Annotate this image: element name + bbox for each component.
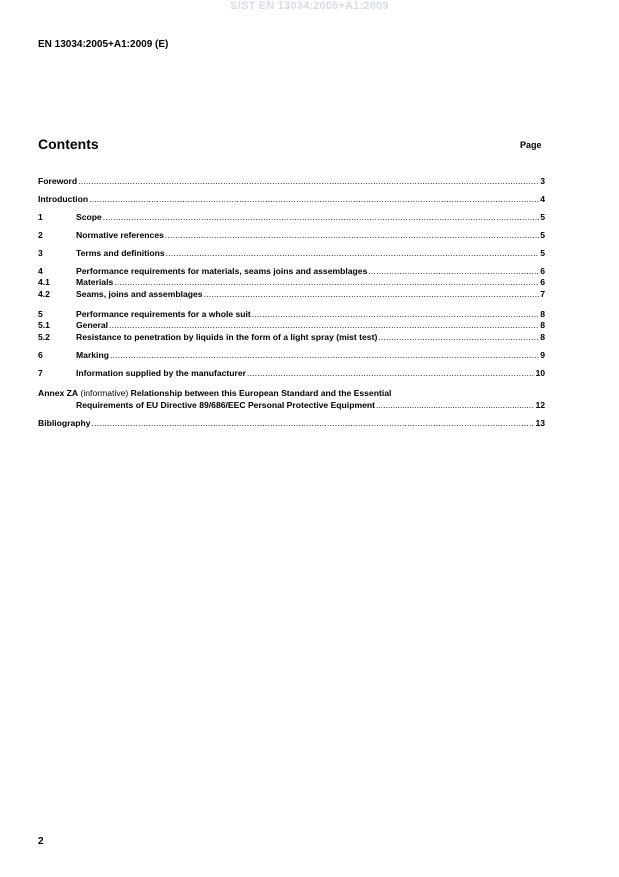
- toc-leader: [114, 277, 539, 287]
- toc-number: 3: [38, 248, 43, 258]
- toc-leader: [165, 230, 539, 240]
- toc-page: 12: [535, 400, 545, 410]
- toc-page: 4: [540, 194, 545, 204]
- annex-label: Annex ZA: [38, 388, 79, 398]
- toc-page: 6: [540, 266, 545, 276]
- toc-page: 5: [540, 230, 545, 240]
- toc-page: 5: [540, 248, 545, 258]
- toc-entry-annex-za-continued[interactable]: [76, 400, 545, 410]
- toc-title: Materials: [76, 277, 114, 287]
- toc-number: 4.1: [38, 277, 50, 287]
- toc-title: Scope: [76, 212, 102, 222]
- toc-title: Seams, joins and assemblages: [76, 289, 203, 299]
- page-column-label: Page: [520, 140, 542, 150]
- toc-title: General: [76, 320, 109, 330]
- toc-page: 7: [540, 289, 545, 299]
- toc-leader: [109, 320, 539, 330]
- toc-number: 2: [38, 230, 43, 240]
- contents-title: Contents: [38, 136, 99, 152]
- toc-number: 5.1: [38, 320, 50, 330]
- toc-title: Information supplied by the manufacturer: [76, 368, 246, 378]
- toc-leader: [103, 212, 539, 222]
- toc-page: 6: [540, 277, 545, 287]
- toc-entry-general[interactable]: [38, 320, 545, 330]
- toc-leader: [368, 266, 539, 276]
- toc-entry-performance-materials[interactable]: [38, 266, 545, 276]
- toc-entry-annex-za[interactable]: [38, 388, 391, 398]
- toc-entry-seams-joins[interactable]: [38, 289, 545, 299]
- toc-number: 6: [38, 350, 43, 360]
- toc-leader: [378, 332, 539, 342]
- toc-title: Marking: [76, 350, 109, 360]
- toc-leader: [92, 418, 535, 428]
- toc-leader: [252, 309, 539, 319]
- toc-entry-marking[interactable]: [38, 350, 545, 360]
- toc-entry-normative-references[interactable]: [38, 230, 545, 240]
- toc-page: 8: [540, 309, 545, 319]
- toc-leader: [204, 289, 540, 299]
- watermark: SIST EN 13034:2005+A1:2009: [230, 0, 389, 12]
- annex-title-line1: Relationship between this European Standard and the Essential: [130, 388, 392, 398]
- toc-leader: [89, 194, 539, 204]
- toc-number: 7: [38, 368, 43, 378]
- toc-entry-scope[interactable]: [38, 212, 545, 222]
- toc-leader: [247, 368, 534, 378]
- toc-title: Normative references: [76, 230, 164, 240]
- document-id: EN 13034:2005+A1:2009 (E): [38, 39, 169, 50]
- toc-entry-materials[interactable]: [38, 277, 545, 287]
- toc-entry-terms-and-definitions[interactable]: [38, 248, 545, 258]
- toc-page: 13: [535, 418, 545, 428]
- toc-title: Performance requirements for a whole suit: [76, 309, 251, 319]
- toc-entry-performance-whole-suit[interactable]: [38, 309, 545, 319]
- toc-entry-introduction[interactable]: [38, 194, 545, 204]
- toc-leader: [78, 176, 539, 186]
- toc-title: Introduction: [38, 194, 89, 204]
- toc-entry-foreword[interactable]: [38, 176, 545, 186]
- toc-page: 3: [540, 176, 545, 186]
- toc-page: 5: [540, 212, 545, 222]
- page-number: 2: [38, 836, 44, 847]
- toc-number: 1: [38, 212, 43, 222]
- toc-entry-information-supplied[interactable]: [38, 368, 545, 378]
- toc-number: 4: [38, 266, 43, 276]
- toc-title: Performance requirements for materials, seams joins and assemblages: [76, 266, 368, 276]
- toc-page: 10: [535, 368, 545, 378]
- toc-number: 5.2: [38, 332, 50, 342]
- toc-entry-mist-test[interactable]: [38, 332, 545, 342]
- toc-title: Foreword: [38, 176, 78, 186]
- annex-qualifier: (informative): [80, 388, 129, 398]
- toc-entry-bibliography[interactable]: [38, 418, 545, 428]
- toc-leader: [110, 350, 539, 360]
- toc-number: 5: [38, 309, 43, 319]
- toc-title: Resistance to penetration by liquids in the form of a light spray (mist test): [76, 332, 378, 342]
- toc-number: 4.2: [38, 289, 50, 299]
- toc-leader: [376, 400, 534, 410]
- toc-page: 8: [540, 320, 545, 330]
- toc-leader: [166, 248, 540, 258]
- toc-title: Terms and definitions: [76, 248, 165, 258]
- toc-title: Bibliography: [38, 418, 91, 428]
- toc-page: 8: [540, 332, 545, 342]
- annex-title-line2: Requirements of EU Directive 89/686/EEC Personal Protective Equipment: [76, 400, 375, 410]
- toc-page: 9: [540, 350, 545, 360]
